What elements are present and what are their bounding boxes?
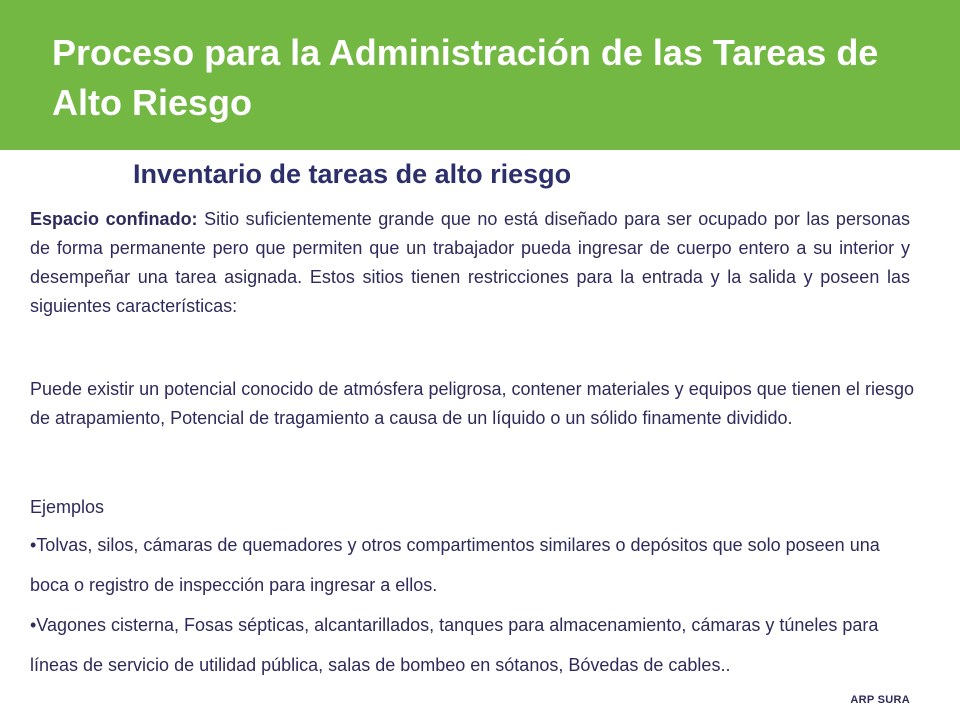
footer-brand: ARP SURA [850, 694, 910, 706]
examples-heading: Ejemplos [30, 497, 105, 517]
example-item: •Tolvas, silos, cámaras de quemadores y otros compartimentos similares o depósitos que solo poseen una boca o registro de inspección para ingresar a ellos. [30, 535, 880, 595]
definition-paragraph [30, 205, 910, 321]
section-subtitle: Inventario de tareas de alto riesgo [133, 159, 572, 189]
definition-text: Sitio suficientemente grande que no está diseñado para ser ocupado por las personas de forma permanente pero que permiten que un trabajador pueda ingresar de cuerpo entero a su interior y desempeñar una tarea asignada. Estos sitios tienen restricciones para la entrada y la salida y poseen las siguientes características: [30, 209, 910, 316]
examples-list [30, 525, 910, 685]
slide-title: Proceso para la Administración de las Tareas de Alto Riesgo [52, 32, 879, 123]
title-banner [0, 0, 960, 150]
definition-term: Espacio confinado: [30, 209, 198, 229]
characteristics-paragraph: Puede existir un potencial conocido de atmósfera peligrosa, contener materiales y equipos que tienen el riesgo de atrapamiento, Potencial de tragamiento a causa de un líquido o un sólido finamente dividido. [30, 379, 914, 428]
example-item: •Vagones cisterna, Fosas sépticas, alcantarillados, tanques para almacenamiento, cámaras y túneles para líneas de servicio de utilidad pública, salas de bombeo en sótanos, Bóvedas de cables.. [30, 615, 879, 675]
